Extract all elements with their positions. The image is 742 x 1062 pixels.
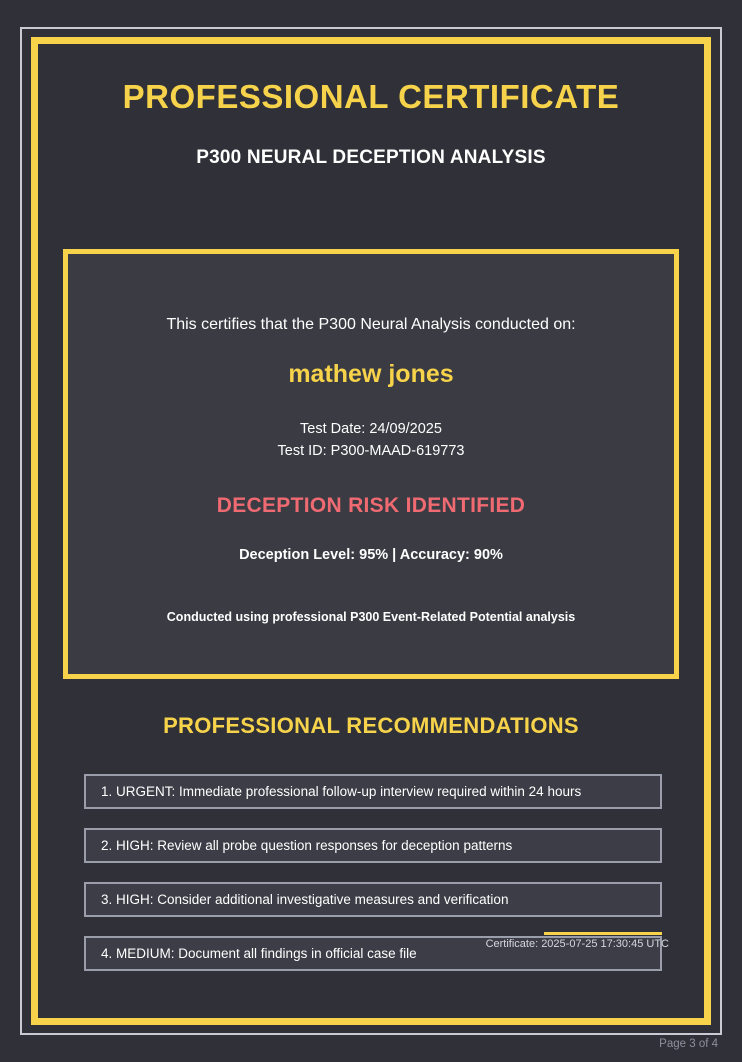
- certifies-line: This certifies that the P300 Neural Analysis conducted on:: [166, 316, 576, 333]
- list-item: 2. HIGH: Review all probe question responses for deception patterns: [84, 828, 662, 863]
- test-id: Test ID: P300-MAAD-619773: [277, 443, 465, 459]
- test-meta: [68, 418, 674, 462]
- list-item: 3. HIGH: Consider additional investigative measures and verification: [84, 882, 662, 917]
- deception-levels: Deception Level: 95% | Accuracy: 90%: [239, 547, 503, 563]
- certificate-stamp: Certificate: 2025-07-25 17:30:45 UTC: [485, 938, 669, 950]
- test-date: Test Date: 24/09/2025: [300, 421, 442, 437]
- certificate-details-panel: [63, 249, 679, 679]
- page-number: Page 3 of 4: [659, 1038, 718, 1050]
- page-subtitle: P300 NEURAL DECEPTION ANALYSIS: [196, 147, 546, 168]
- gold-accent-line: [544, 932, 662, 935]
- risk-statement: DECEPTION RISK IDENTIFIED: [216, 494, 526, 517]
- recommendations-heading: PROFESSIONAL RECOMMENDATIONS: [163, 713, 579, 738]
- certificate-content: [45, 52, 697, 1010]
- methodology-note: Conducted using professional P300 Event-Related Potential analysis: [166, 610, 576, 624]
- list-item: 1. URGENT: Immediate professional follow-up interview required within 24 hours: [84, 774, 662, 809]
- subject-name: mathew jones: [288, 360, 454, 388]
- recommendations-list: [84, 774, 662, 990]
- page-title: PROFESSIONAL CERTIFICATE: [122, 78, 620, 115]
- list-item: 4. MEDIUM: Document all findings in official case file: [84, 936, 662, 971]
